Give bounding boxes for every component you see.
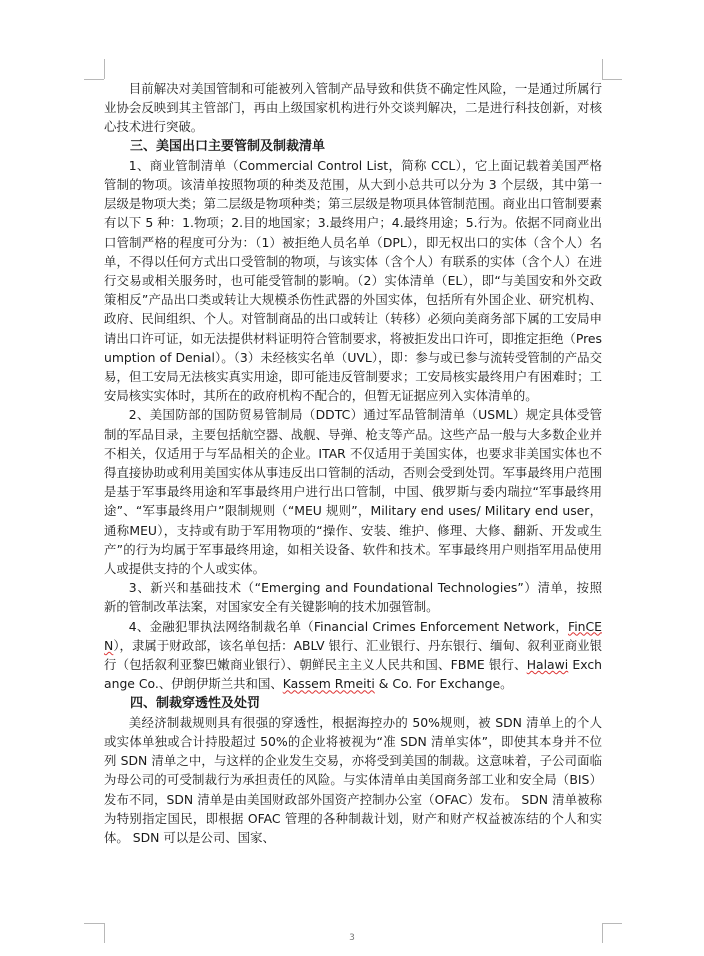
section-3-heading: 三、美国出口主要管制及制裁清单 — [130, 138, 326, 154]
spellcheck-word-halawi: Halawi — [526, 657, 569, 673]
paragraph-sdn: 美经济制裁规则具有很强的穿透性，根据海控办的 50%规则，被 SDN 清单上的个人或实体单独或合计持股超过 50%的企业将被视为“准 SDN 清单实体”，即使其本身并不位列 SDN 清单之中，与这样的企业发生交易，亦将受到美国的制裁。这意味着，子公司面临为母公司的可受制裁行为承担责任的风险。与实体清单由美国商务部工业和安全局（BIS）发布不同，SDN 清单是由美国财政部外国资产控制办公室（OFAC）发布。 SDN 清单被称为特别指定国民，即根据 OFAC 管理的各种制裁计划，财产和财产权益被冻结的个人和实体。 SDN 可以是公司、国家、 — [104, 714, 602, 845]
section-4-heading: 四、制裁穿透性及处罚 — [130, 695, 261, 711]
spellcheck-word-kassem: Kassem Rmeiti — [282, 676, 375, 692]
page-number: 3 — [349, 933, 355, 943]
paragraph-fincen: 4、金融犯罪执法网络制裁名单（Financial Crimes Enforcement Network，FinCEN），隶属于财政部，该名单包括：ABLV 银行、汇业银行、丹东银行、缅甸、叙利亚商业银行（包括叙利亚黎巴嫩商业银行）、朝鲜民主主义人民共和国、FBME 银行、Halawi Exchange Co.、伊朗伊斯兰共和国、Kassem Rmeiti & Co. For Exchange。 — [104, 618, 602, 692]
spellcheck-word-fincen: FinCEN — [104, 618, 602, 653]
paragraph-emerging-tech: 3、新兴和基础技术（“Emerging and Foundational Technologies”）清单，按照新的管制改革法案，对国家安全有关键影响的技术加强管制。 — [104, 580, 602, 615]
paragraph-ddtc: 2、美国防部的国防贸易管制局（DDTC）通过军品管制清单（USML）规定具体受管制的军品目录，主要包括航空器、战舰、导弹、枪支等产品。这些产品一般与大多数企业并不相关，仅适用于与军品相关的企业。ITAR 不仅适用于美国实体，也要求非美国实体也不得直接协助或利用美国实体从事违反出口管制的活动，否则会受到处罚。军事最终用户范围是基于军事最终用途和军事最终用户进行出口管制，中国、俄罗斯与委内瑞拉“军事最终用途”、“军事最终用户”限制规则（“MEU 规则”，Military end uses/ Military end user，通称MEU），支持或有助于军用物项的“操作、安装、维护、修理、大修、翻新、开发或生产”的行为均属于军事最终用途，如相关设备、软件和技术。军事最终用户则指军用品使用人或提供支持的个人或实体。 — [104, 407, 602, 577]
intro-paragraph: 目前解决对美国管制和可能被列入管制产品导致和供货不确定性风险，一是通过所属行业协会反映到其主管部门，再由上级国家机构进行外交谈判解决，二是进行科技创新，对核心技术进行突破。 — [104, 81, 602, 135]
document-body — [104, 79, 602, 847]
paragraph-ccl: 1、商业管制清单（Commercial Control List，简称 CCL），它上面记载着美国严格管制的物项。该清单按照物项的种类及范围，从大到小总共可以分为 3 个层级，其中第一层级是物项大类；第二层级是物项种类；第三层级是物项具体管制范围。商业出口管制要素有以下 5 种：1.物项；2.目的地国家；3.最终用户；4.最终用途；5.行为。依据不同商业出口管制严格的程度可分为：（1）被拒绝人员名单（DPL），即无权出口的实体（含个人）名单，不得以任何方式出口受管制的物项，与该实体（含个人）有联系的实体（含个人）在进行交易或相关服务时，也可能受管制的影响。（2）实体清单（EL），即“与美国安和外交政策相反”产品出口类或转让大规模杀伤性武器的外国实体，包括所有外国企业、研究机构、政府、民间组织、个人。对管制商品的出口或转让（转移）必须向美商务部下属的工安局申请出口许可证，如无法提供材料证明符合管制要求，将被拒发出口许可，即推定拒绝（Presumption of Denial）。（3）未经核实名单（UVL），即：参与或已参与流转受管制的产品交易，但工安局无法核实真实用途，即可能违反管制要求；工安局核实最终用户有困难时；工安局核实实体时，其所在的政府机构不配合的，但暂无证据应列入实体清单的。 — [104, 157, 602, 404]
